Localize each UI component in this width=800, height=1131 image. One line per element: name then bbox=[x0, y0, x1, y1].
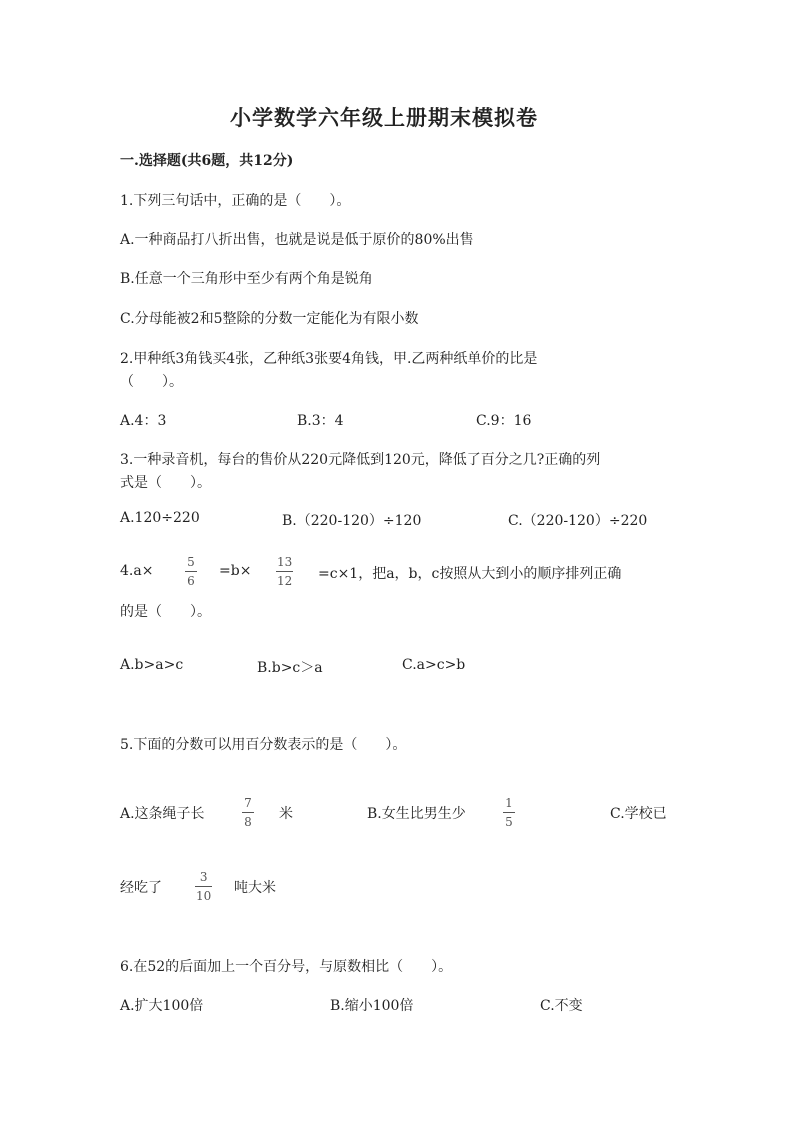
fraction-numerator: 7 bbox=[244, 796, 252, 810]
question-4-option-c: C.a>c>b bbox=[402, 657, 466, 673]
question-2-stem-cont: （ ）。 bbox=[120, 374, 183, 390]
question-4-part-3: =c×1，把a，b，c按照从大到小的顺序排列正确 bbox=[318, 566, 622, 582]
question-5-option-c: C.学校已 bbox=[610, 806, 667, 822]
fraction-bar bbox=[195, 886, 212, 887]
question-5-option-c-cont: 经吃了 bbox=[120, 880, 162, 896]
question-5-stem: 5.下面的分数可以用百分数表示的是（ ）。 bbox=[120, 737, 407, 753]
fraction-denominator: 5 bbox=[505, 815, 513, 829]
fraction-7-8 bbox=[242, 797, 254, 828]
question-5-option-b: B.女生比男生少 bbox=[367, 806, 466, 822]
fraction-denominator: 12 bbox=[277, 574, 293, 588]
fraction-bar bbox=[503, 812, 515, 813]
fraction-denominator: 8 bbox=[244, 815, 252, 829]
fraction-denominator: 6 bbox=[187, 574, 195, 588]
question-6-option-c: C.不变 bbox=[540, 998, 583, 1014]
question-3-stem-cont: 式是（ ）。 bbox=[120, 475, 211, 491]
fraction-numerator: 3 bbox=[199, 870, 208, 884]
question-6-stem: 6.在52的后面加上一个百分号，与原数相比（ ）。 bbox=[120, 959, 453, 975]
fraction-numerator: 1 bbox=[505, 796, 513, 810]
question-5-option-a: A.这条绳子长 bbox=[120, 806, 205, 822]
question-6-option-b: B.缩小100倍 bbox=[330, 998, 414, 1014]
page-title: 小学数学六年级上册期末模拟卷 bbox=[230, 105, 538, 130]
question-3-option-b: B.（220-120）÷120 bbox=[282, 513, 422, 529]
question-4-stem-cont: 的是（ ）。 bbox=[120, 604, 211, 620]
question-1-stem: 1.下列三句话中，正确的是（ ）。 bbox=[120, 193, 351, 209]
question-2-option-c: C.9：16 bbox=[476, 413, 532, 429]
fraction-bar bbox=[242, 812, 254, 813]
fraction-13-12 bbox=[276, 556, 293, 587]
question-2-option-b: B.3：4 bbox=[297, 413, 344, 429]
question-2-option-a: A.4：3 bbox=[120, 413, 167, 429]
question-1-option-b: B.任意一个三角形中至少有两个角是锐角 bbox=[120, 271, 373, 287]
section-heading: 一.选择题(共6题，共12分) bbox=[120, 153, 294, 169]
question-3-option-c: C.（220-120）÷220 bbox=[508, 513, 648, 529]
question-3-stem: 3.一种录音机，每台的售价从220元降低到120元，降低了百分之几?正确的列 bbox=[120, 452, 601, 468]
fraction-numerator: 5 bbox=[187, 555, 195, 569]
question-1-option-a: A.一种商品打八折出售，也就是说是低于原价的80%出售 bbox=[120, 232, 474, 248]
question-4-part-2: =b× bbox=[219, 563, 252, 579]
question-1-option-c: C.分母能被2和5整除的分数一定能化为有限小数 bbox=[120, 311, 419, 327]
fraction-3-10 bbox=[195, 871, 212, 902]
question-5-option-a-unit: 米 bbox=[279, 806, 293, 822]
question-5-option-c-unit: 吨大米 bbox=[234, 880, 276, 896]
fraction-denominator: 10 bbox=[196, 889, 212, 903]
question-4-option-a: A.b>a>c bbox=[120, 657, 184, 673]
fraction-5-6 bbox=[185, 556, 197, 587]
question-4-option-b: B.b>c＞a bbox=[257, 660, 323, 676]
fraction-1-5 bbox=[503, 797, 515, 828]
fraction-bar bbox=[185, 571, 197, 572]
question-3-option-a: A.120÷220 bbox=[120, 510, 200, 526]
fraction-bar bbox=[276, 571, 293, 572]
question-6-option-a: A.扩大100倍 bbox=[120, 998, 204, 1014]
question-2-stem: 2.甲种纸3角钱买4张，乙种纸3张要4角钱，甲.乙两种纸单价的比是 bbox=[120, 351, 538, 367]
question-4-part-1: 4.a× bbox=[120, 563, 154, 579]
fraction-numerator: 13 bbox=[277, 555, 293, 569]
